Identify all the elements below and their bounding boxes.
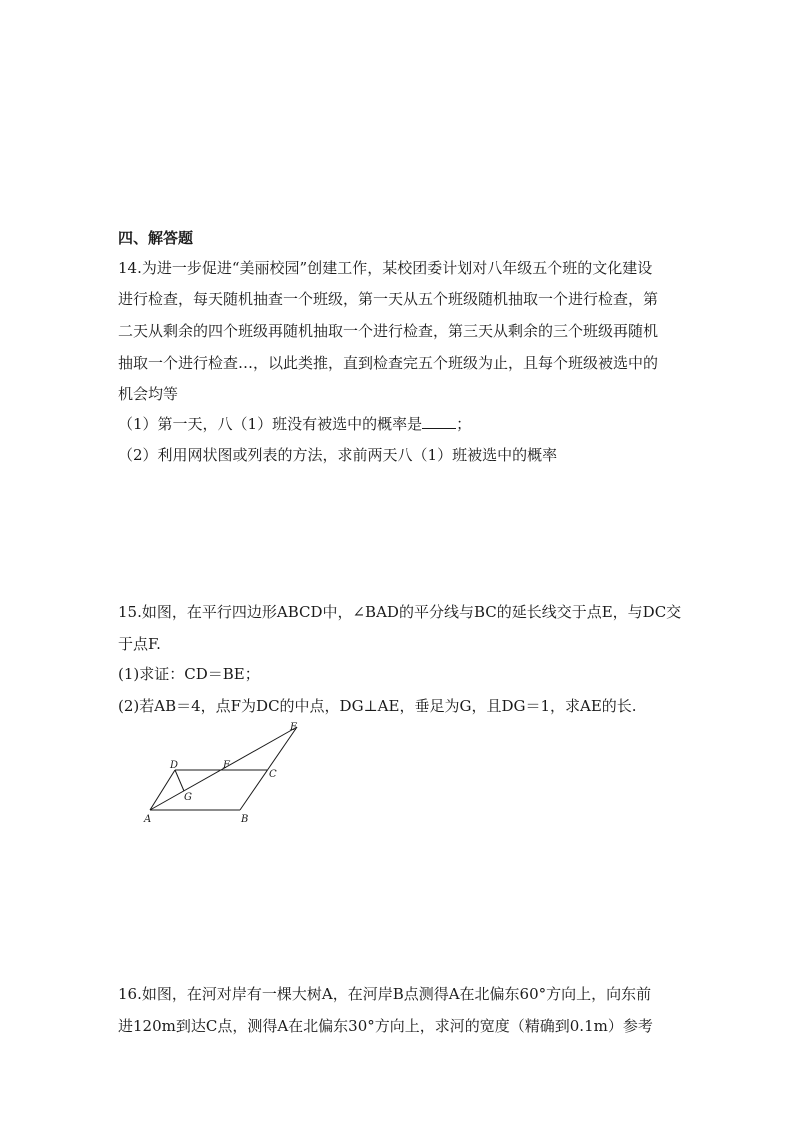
q15-line-2: 于点F.	[118, 635, 161, 653]
segment-ad	[150, 770, 175, 810]
q14-line-1: 14.为进一步促进“美丽校园”创建工作，某校团委计划对八年级五个班的文化建设	[118, 259, 653, 277]
q14-line-5: 机会均等	[118, 385, 179, 403]
q16-line-1: 16.如图，在河对岸有一棵大树A，在河岸B点测得A在北偏东60°方向上，向东前	[118, 985, 652, 1003]
q14-line-3: 二天从剩余的四个班级再随机抽取一个进行检查，第三天从剩余的三个班级再随机	[118, 322, 659, 340]
parallelogram-figure	[140, 718, 310, 826]
label-e: E	[290, 722, 298, 733]
label-b: B	[241, 814, 249, 825]
q14-line-2: 进行检查，每天随机抽查一个班级，第一天从五个班级随机抽取一个进行检查，第	[118, 290, 659, 308]
answer-blank	[422, 414, 456, 429]
q14-line-4: 抽取一个进行检查…，以此类推，直到检查完五个班级为止，且每个班级被选中的	[118, 354, 659, 372]
q14-part-1	[118, 414, 471, 434]
label-c: C	[269, 769, 277, 780]
q14-part-2: （2）利用网状图或列表的方法，求前两天八（1）班被选中的概率	[118, 446, 558, 464]
label-a: A	[144, 814, 152, 825]
q15-part-1: (1)求证：CD＝BE；	[118, 665, 260, 683]
q14-part-1-text: （1）第一天，八（1）班没有被选中的概率是	[118, 415, 423, 433]
label-d: D	[170, 760, 179, 771]
label-g: G	[184, 792, 192, 803]
q16-line-2: 进120m到达C点，测得A在北偏东30°方向上，求河的宽度（精确到0.1m）参考	[118, 1017, 653, 1035]
segment-dg	[175, 770, 184, 791]
q15-line-1: 15.如图，在平行四边形ABCD中，∠BAD的平分线与BC的延长线交于点E，与DC交	[118, 603, 682, 621]
q15-part-2: (2)若AB＝4，点F为DC的中点，DG⊥AE，垂足为G，且DG＝1，求AE的长.	[118, 697, 637, 715]
section-title: 四、解答题	[118, 229, 194, 247]
label-f: F	[223, 760, 230, 771]
q14-part-1-suffix: ；	[456, 415, 472, 433]
